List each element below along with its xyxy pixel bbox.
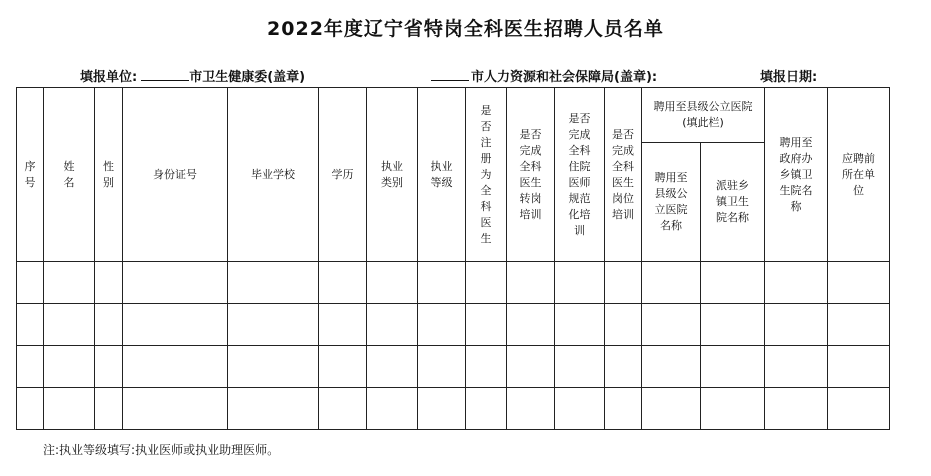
hr-bureau-blank [431,68,469,81]
table-cell[interactable] [466,346,507,388]
col-header-seq: 序 号 [17,88,44,262]
table-cell[interactable] [228,346,319,388]
footnote: 注:执业等级填写:执业医师或执业助理医师。 [43,443,280,457]
table-cell[interactable] [466,304,507,346]
table-cell[interactable] [642,262,701,304]
col-header-county-hire-group: 聘用至县级公立医院 (填此栏) [642,88,765,143]
table-cell[interactable] [228,262,319,304]
table-cell[interactable] [507,262,555,304]
col-header-school: 毕业学校 [228,88,319,262]
table-cell[interactable] [642,388,701,430]
col-header-post-training: 是否 完成 全科 医生 岗位 培训 [605,88,642,262]
table-cell[interactable] [765,304,828,346]
table-cell[interactable] [17,388,44,430]
table-cell[interactable] [367,346,418,388]
col-header-practice-type: 执业 类别 [367,88,418,262]
table-cell[interactable] [507,346,555,388]
table-cell[interactable] [319,388,367,430]
table-cell[interactable] [228,304,319,346]
table-row [17,388,890,430]
hr-bureau-field [431,66,657,84]
col-header-gender: 性 别 [95,88,123,262]
table-cell[interactable] [701,388,765,430]
reporting-unit-label: 填报单位: [80,70,138,85]
table-cell[interactable] [701,262,765,304]
col-header-practice-level: 执业 等级 [418,88,466,262]
table-cell[interactable] [605,262,642,304]
page-title: 2022年度辽宁省特岗全科医生招聘人员名单 [267,18,664,40]
table-cell[interactable] [418,388,466,430]
reporting-unit-value: 市卫生健康委(盖章) [189,70,306,85]
table-cell[interactable] [466,262,507,304]
col-header-transfer-training: 是否 完成 全科 医生 转岗 培训 [507,88,555,262]
table-row [17,346,890,388]
table-cell[interactable] [555,388,605,430]
table-cell[interactable] [17,346,44,388]
table-cell[interactable] [828,304,890,346]
hr-bureau-value: 市人力资源和社会保障局(盖章): [471,70,658,85]
table-cell[interactable] [765,346,828,388]
col-header-registered-gp: 是 否 注 册 为 全 科 医 生 [466,88,507,262]
table-cell[interactable] [319,262,367,304]
table-cell[interactable] [44,304,95,346]
table-cell[interactable] [605,388,642,430]
table-cell[interactable] [828,346,890,388]
table-cell[interactable] [418,346,466,388]
table-cell[interactable] [765,388,828,430]
table-cell[interactable] [44,262,95,304]
col-header-residency-training: 是否 完成 全科 住院 医师 规范 化培 训 [555,88,605,262]
report-date-label: 填报日期: [760,70,818,85]
table-cell[interactable] [605,304,642,346]
table-cell[interactable] [642,304,701,346]
table-cell[interactable] [123,346,228,388]
table-cell[interactable] [555,304,605,346]
table-cell[interactable] [555,262,605,304]
recruitment-table [16,87,890,430]
table-cell[interactable] [466,388,507,430]
table-cell[interactable] [701,346,765,388]
table-cell[interactable] [367,304,418,346]
col-header-township-hospital-name: 派驻乡 镇卫生 院名称 [701,143,765,262]
table-row [17,304,890,346]
table-cell[interactable] [123,262,228,304]
col-header-county-hospital-name: 聘用至 县级公 立医院 名称 [642,143,701,262]
reporting-unit-blank [141,68,189,81]
table-cell[interactable] [17,304,44,346]
table-cell[interactable] [701,304,765,346]
table-cell[interactable] [367,262,418,304]
table-cell[interactable] [123,388,228,430]
header-row-1 [17,88,890,143]
table-row [17,262,890,304]
table-cell[interactable] [555,346,605,388]
col-header-id-number: 身份证号 [123,88,228,262]
table-cell[interactable] [319,346,367,388]
table-cell[interactable] [367,388,418,430]
col-header-name: 姓 名 [44,88,95,262]
table-cell[interactable] [95,388,123,430]
col-header-gov-township-hospital: 聘用至 政府办 乡镇卫 生院名 称 [765,88,828,262]
table-cell[interactable] [95,304,123,346]
table-cell[interactable] [507,304,555,346]
table-cell[interactable] [95,262,123,304]
col-header-education: 学历 [319,88,367,262]
table-cell[interactable] [319,304,367,346]
table-cell[interactable] [95,346,123,388]
reporting-unit-field [80,66,305,84]
table-cell[interactable] [765,262,828,304]
table-cell[interactable] [44,388,95,430]
table-cell[interactable] [418,262,466,304]
table-cell[interactable] [828,388,890,430]
table-cell[interactable] [642,346,701,388]
col-header-current-unit: 应聘前 所在单 位 [828,88,890,262]
table-cell[interactable] [828,262,890,304]
table-cell[interactable] [17,262,44,304]
table-cell[interactable] [44,346,95,388]
table-cell[interactable] [123,304,228,346]
table-cell[interactable] [507,388,555,430]
table-cell[interactable] [605,346,642,388]
table-cell[interactable] [418,304,466,346]
table-cell[interactable] [228,388,319,430]
report-date-field [760,66,817,84]
